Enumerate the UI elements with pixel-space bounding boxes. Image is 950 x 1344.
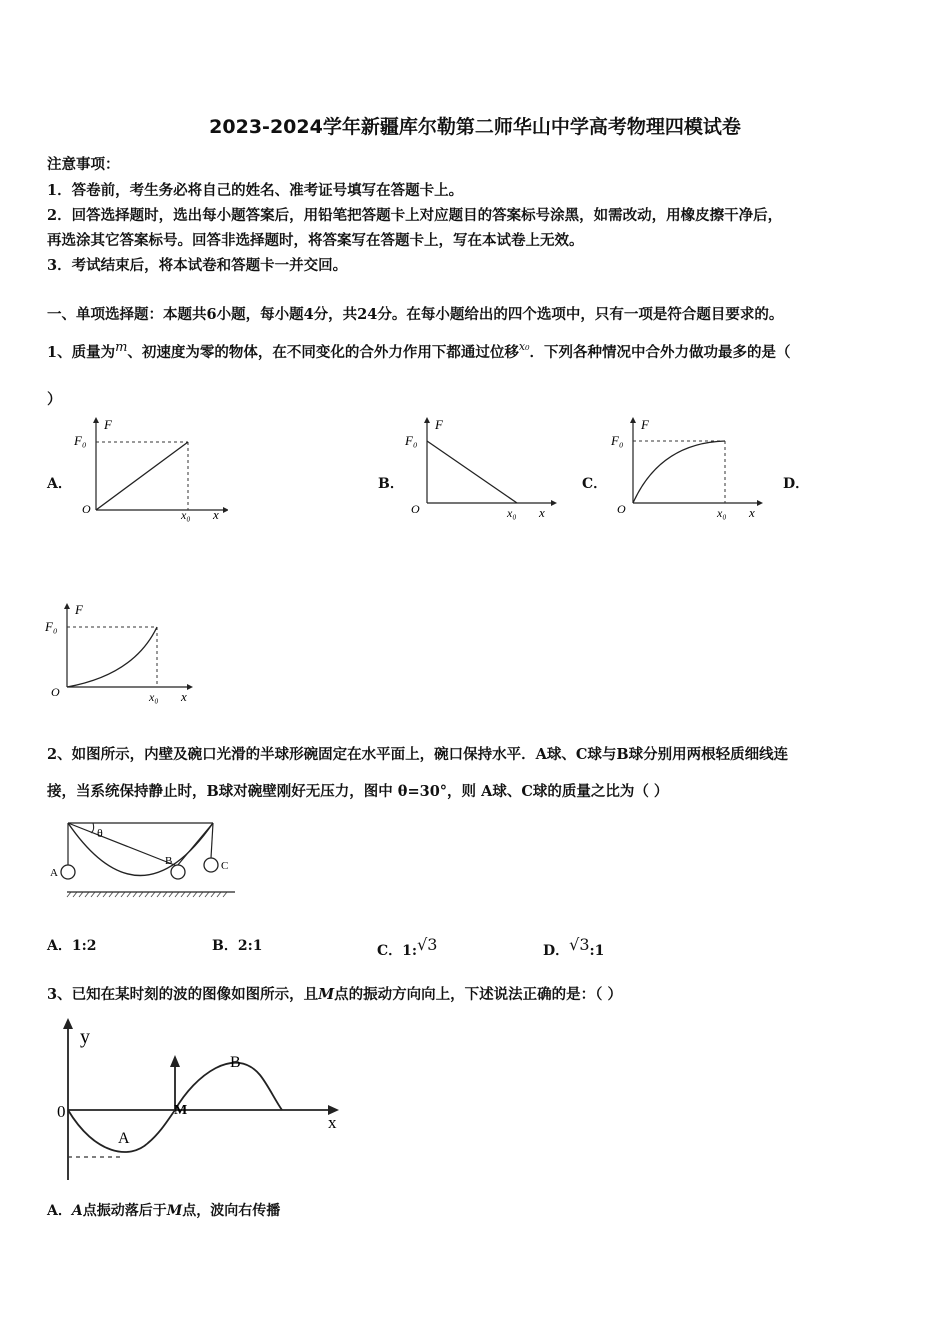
svg-text:x: x bbox=[539, 505, 545, 520]
q1-option-b: B． bbox=[378, 476, 404, 492]
notes-item-3: 3．考试结束后，将本试卷和答题卡一并交回。 bbox=[47, 257, 348, 274]
q3-wave-figure bbox=[50, 1015, 350, 1185]
svg-text:M: M bbox=[174, 1103, 188, 1118]
question-2-line2: 接，当系统保持静止时，B球对碗壁刚好无压力，图中 θ=30°，则 A球、C球的质量之比为（ ） bbox=[47, 783, 669, 800]
q2-option-a: A．1:2 bbox=[47, 938, 97, 954]
q1-option-c: C． bbox=[582, 476, 608, 492]
question-1-stem-end: ） bbox=[47, 391, 62, 408]
notes-heading: 注意事项： bbox=[47, 156, 120, 173]
q2-option-c: C．1:√3 bbox=[377, 935, 438, 959]
question-2-line1: 2、如图所示，内壁及碗口光滑的半球形碗固定在水平面上，碗口保持水平．A球、C球与B球分别用两根轻质细线连 bbox=[47, 746, 789, 763]
svg-text:x₀: x₀ bbox=[149, 690, 159, 704]
question-3-stem: 3、已知在某时刻的波的图像如图所示，且M点的振动方向向上，下述说法正确的是：（ ） bbox=[47, 986, 622, 1003]
svg-text:x: x bbox=[181, 689, 187, 704]
svg-text:O: O bbox=[51, 685, 60, 699]
q2-option-d: D．√3:1 bbox=[543, 935, 605, 959]
svg-text:x: x bbox=[749, 505, 755, 520]
svg-text:θ: θ bbox=[97, 826, 103, 840]
question-1-stem: 1、质量为m、初速度为零的物体，在不同变化的合外力作用下都通过位移$^{x_0}$．下列各种情况中合外力做功最多的是（ bbox=[47, 340, 791, 361]
q2-option-b: B．2:1 bbox=[212, 938, 263, 954]
q1-graph-b bbox=[399, 415, 559, 525]
svg-text:x: x bbox=[328, 1113, 337, 1132]
svg-text:x₀: x₀ bbox=[181, 508, 191, 522]
svg-text:F: F bbox=[435, 417, 443, 432]
svg-text:B: B bbox=[230, 1054, 241, 1071]
svg-text:x: x bbox=[213, 507, 219, 522]
section-heading: 一、单项选择题：本题共6小题，每小题4分，共24分。在每小题给出的四个选项中，只有一项是符合题目要求的。 bbox=[47, 306, 784, 323]
q3-option-a: A．A点振动落后于M点，波向右传播 bbox=[47, 1203, 281, 1219]
q1-option-a: A． bbox=[47, 476, 72, 492]
svg-text:B: B bbox=[165, 855, 173, 867]
q1-graph-a bbox=[68, 415, 228, 525]
svg-text:F: F bbox=[641, 417, 649, 432]
notes-item-2-cont: 再选涂其它答案标号。回答非选择题时，将答案写在答题卡上，写在本试卷上无效。 bbox=[47, 232, 584, 249]
svg-text:A: A bbox=[50, 867, 58, 879]
q1-graph-d bbox=[39, 600, 199, 710]
svg-text:F₀: F₀ bbox=[405, 433, 418, 448]
svg-text:F₀: F₀ bbox=[45, 619, 58, 634]
svg-text:y: y bbox=[80, 1026, 90, 1048]
ball-b bbox=[171, 865, 185, 879]
svg-text:C: C bbox=[221, 860, 229, 872]
svg-text:O: O bbox=[411, 502, 420, 516]
q1-graph-c bbox=[605, 415, 765, 525]
ball-a bbox=[61, 865, 75, 879]
svg-text:F₀: F₀ bbox=[611, 433, 624, 448]
svg-text:F: F bbox=[75, 602, 83, 617]
q1-option-d: D． bbox=[783, 476, 810, 492]
svg-text:0: 0 bbox=[57, 1102, 66, 1121]
svg-text:O: O bbox=[82, 502, 91, 516]
notes-item-1: 1．答卷前，考生务必将自己的姓名、准考证号填写在答题卡上。 bbox=[47, 182, 464, 199]
q2-bowl-figure bbox=[45, 818, 245, 900]
svg-text:x₀: x₀ bbox=[507, 506, 517, 520]
svg-text:A: A bbox=[118, 1130, 130, 1147]
svg-text:F: F bbox=[104, 417, 112, 432]
svg-text:x₀: x₀ bbox=[717, 506, 727, 520]
notes-item-2: 2．回答选择题时，选出每小题答案后，用铅笔把答题卡上对应题目的答案标号涂黑，如需改动，用橡皮擦干净后， bbox=[47, 207, 783, 224]
page-title: 2023-2024学年新疆库尔勒第二师华山中学高考物理四模试卷 bbox=[209, 116, 741, 138]
ball-c bbox=[204, 858, 218, 872]
svg-text:F₀: F₀ bbox=[74, 433, 87, 448]
svg-text:O: O bbox=[617, 502, 626, 516]
